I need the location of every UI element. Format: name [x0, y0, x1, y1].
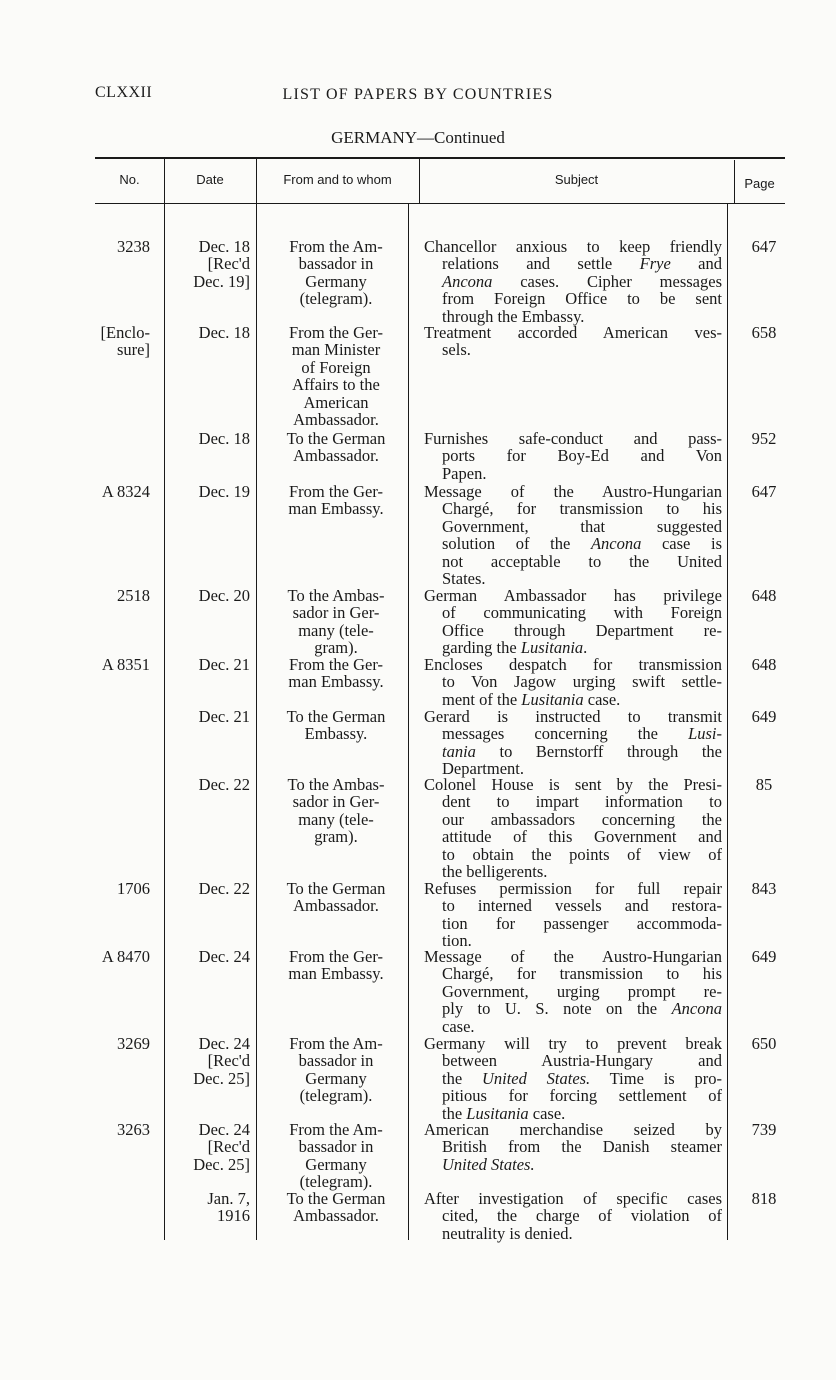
column-header-from-to: From and to whom [283, 172, 392, 187]
page-reference: 648 [751, 655, 777, 674]
column-header-no: No. [119, 172, 140, 187]
document-number: [Enclo- sure] [100, 323, 150, 360]
from-and-to: From the Ger- man Embassy. [288, 655, 384, 692]
page-reference: 843 [751, 879, 777, 898]
table-header-rule [95, 203, 785, 204]
column-divider [256, 157, 257, 1240]
from-and-to: To the Ambas- sador in Ger- many (tele- gram). [287, 586, 385, 658]
document-number: 1706 [117, 879, 150, 898]
document-number: 3269 [117, 1034, 150, 1053]
page-reference: 952 [751, 429, 777, 448]
running-title: LIST OF PAPERS BY COUNTRIES [282, 86, 554, 103]
from-and-to: From the Am- bassador in Germany (telegram). [289, 237, 383, 309]
page-reference: 650 [751, 1034, 777, 1053]
document-date: Dec. 18 [Rec'd Dec. 19] [193, 237, 250, 291]
page-reference: 649 [751, 947, 777, 966]
subject: After investigation of specific cases cited, the charge of violation of neutrality is denied. [424, 1189, 722, 1243]
document-date: Dec. 24 [Rec'd Dec. 25] [193, 1034, 250, 1088]
column-header-date: Date [196, 172, 224, 187]
from-and-to: To the German Embassy. [286, 707, 386, 744]
page-reference: 818 [751, 1189, 777, 1208]
subject: Germany will try to prevent break between Austria-Hungary and the United States. Time is pro- pitious for forcing settlement of the Lusitania case. [424, 1034, 722, 1123]
page-number: CLXXII [95, 84, 153, 101]
document-number: 3238 [117, 237, 150, 256]
document-date: Dec. 21 [198, 707, 250, 726]
subject: Treatment accorded American ves- sels. [424, 323, 722, 360]
document-number: A 8351 [101, 655, 150, 674]
from-and-to: To the German Ambassador. [286, 1189, 386, 1226]
from-and-to: From the Ger- man Embassy. [288, 947, 384, 984]
document-date: Dec. 19 [198, 482, 250, 501]
from-and-to: To the German Ambassador. [286, 879, 386, 916]
from-and-to: From the Ger- man Minister of Foreign Affairs to the American Ambassador. [288, 323, 384, 430]
subject: Furnishes safe-conduct and pass- ports for Boy-Ed and Von Papen. [424, 429, 722, 483]
document-number: A 8324 [101, 482, 150, 501]
document-date: Dec. 20 [198, 586, 250, 605]
column-header-page: Page [744, 176, 775, 191]
document-number: 3263 [117, 1120, 150, 1139]
subject: German Ambassador has privilege of communicating with Foreign Office through Department re- garding the Lusitania. [424, 586, 722, 658]
subject: Message of the Austro-Hungarian Chargé, for transmission to his Government, that suggested solution of the Ancona case is not acceptable to the United States. [424, 482, 723, 589]
document-number: 2518 [117, 586, 150, 605]
document-date: Dec. 18 [198, 323, 250, 342]
document-date: Dec. 24 [Rec'd Dec. 25] [193, 1120, 250, 1174]
subject: Gerard is instructed to transmit messages concerning the Lusi- tania to Bernstorff through the Department. [424, 707, 722, 779]
table-top-rule [95, 157, 785, 159]
page-reference: 647 [751, 482, 777, 501]
column-header-subject: Subject [554, 172, 599, 187]
column-divider [727, 203, 728, 1240]
document-date: Jan. 7, 1916 [207, 1189, 250, 1226]
document-date: Dec. 18 [198, 429, 250, 448]
document-date: Dec. 22 [198, 879, 250, 898]
document-date: Dec. 24 [198, 947, 250, 966]
subject: Chancellor anxious to keep friendly relations and settle Frye and Ancona cases. Cipher messages from Foreign Office to be sent through the Embassy. [424, 237, 722, 326]
from-and-to: To the German Ambassador. [286, 429, 386, 466]
page-reference: 658 [751, 323, 777, 342]
from-and-to: From the Am- bassador in Germany (telegram). [289, 1034, 383, 1106]
subject: American merchandise seized by British from the Danish steamer United States. [424, 1120, 722, 1174]
from-and-to: To the Ambas- sador in Ger- many (tele- gram). [287, 775, 385, 847]
subject: Refuses permission for full repair to interned vessels and restora- tion for passenger accommoda- tion. [424, 879, 722, 951]
from-and-to: From the Am- bassador in Germany (telegram). [289, 1120, 383, 1192]
page-reference: 647 [751, 237, 777, 256]
page-reference: 648 [751, 586, 777, 605]
page-reference: 649 [751, 707, 777, 726]
page-reference: 85 [755, 775, 773, 794]
section-title: GERMANY—Continued [331, 128, 505, 147]
subject: Encloses despatch for transmission to Von Jagow urging swift settle- ment of the Lusitania case. [424, 655, 722, 709]
document-number: A 8470 [101, 947, 150, 966]
from-and-to: From the Ger- man Embassy. [288, 482, 384, 519]
document-date: Dec. 21 [198, 655, 250, 674]
subject: Colonel House is sent by the Presi- dent to impart information to our ambassadors concerning the attitude of this Government and to obtain the points of view of the belligerents. [424, 775, 722, 882]
page-reference: 739 [751, 1120, 777, 1139]
column-divider [164, 157, 165, 1240]
subject: Message of the Austro-Hungarian Chargé, for transmission to his Government, urging prompt re- ply to U. S. note on the Ancona case. [424, 947, 722, 1036]
document-date: Dec. 22 [198, 775, 250, 794]
